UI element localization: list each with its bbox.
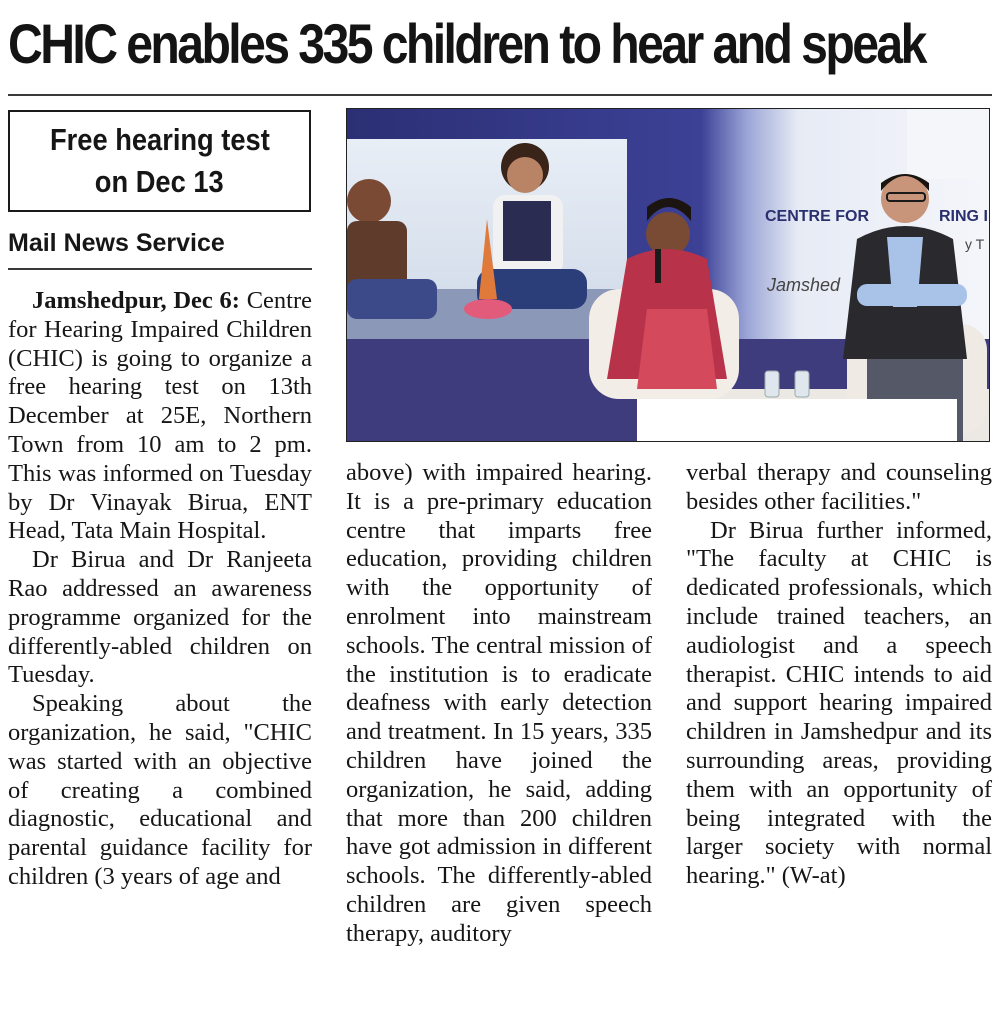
headline-rule [8, 94, 992, 96]
article-column-3 [686, 459, 992, 891]
subheading-line-1: Free hearing test [49, 122, 270, 157]
paragraph-text: Centre for Hearing Impaired Children (CHIC) is going to organize a free hearing test on 13th December at 25E, Northern Town from 10 am to 2 pm. This was informed on Tuesday by Dr Vinayak Birua, ENT Head, Tata Main Hospital. [8, 287, 312, 545]
event-photo [346, 108, 990, 442]
credit-rule [8, 268, 312, 270]
article-paragraph: above) with impaired hearing. It is a pre-primary education centre that imparts free education, providing children with the opportunity of enrolment into mainstream schools. The central mission of the institution is to eradicate deafness with early detection and treatment. In 15 years, 335 children have joined the organization, he said, adding that more than 200 children have got admission in different schools. The differently-abled children are given speech therapy, auditory [346, 459, 652, 947]
article-column-2 [346, 459, 652, 949]
article-column-1 [8, 287, 312, 892]
banner-text-2: Jamshed [767, 275, 841, 295]
article-paragraph: verbal therapy and counseling besides other facilities." [686, 459, 992, 515]
banner-text-2b: y T [965, 236, 985, 252]
article-paragraph: Speaking about the organization, he said, "CHIC was started with an objective of creating a combined diagnostic, educational and parental guidance facility for children (3 years of age and [8, 690, 312, 890]
dateline: Jamshedpur, Dec 6: [32, 287, 240, 314]
article-paragraph: Dr Birua further informed, "The faculty at CHIC is dedicated professionals, which include trained teachers, an audiologist and a speech therapist. CHIC intends to aid and support hearing impaired children in Jamshedpur and its surrounding areas, providing them with an opportunity of being integrated with the larger society with normal hearing." (W-at) [686, 516, 992, 890]
article-paragraph: Dr Birua and Dr Ranjeeta Rao addressed an awareness programme organized for the differently-abled children on Tuesday. [8, 546, 312, 689]
banner-text-1: CENTRE FOR [765, 208, 869, 225]
banner-text-1b: RING I [939, 208, 988, 225]
headline: CHIC enables 335 children to hear and speak [8, 12, 925, 75]
news-service-credit: Mail News Service [8, 229, 225, 257]
article-paragraph [8, 287, 312, 546]
subheading-box [8, 110, 311, 212]
subheading-line-2: on Dec 13 [95, 164, 224, 199]
